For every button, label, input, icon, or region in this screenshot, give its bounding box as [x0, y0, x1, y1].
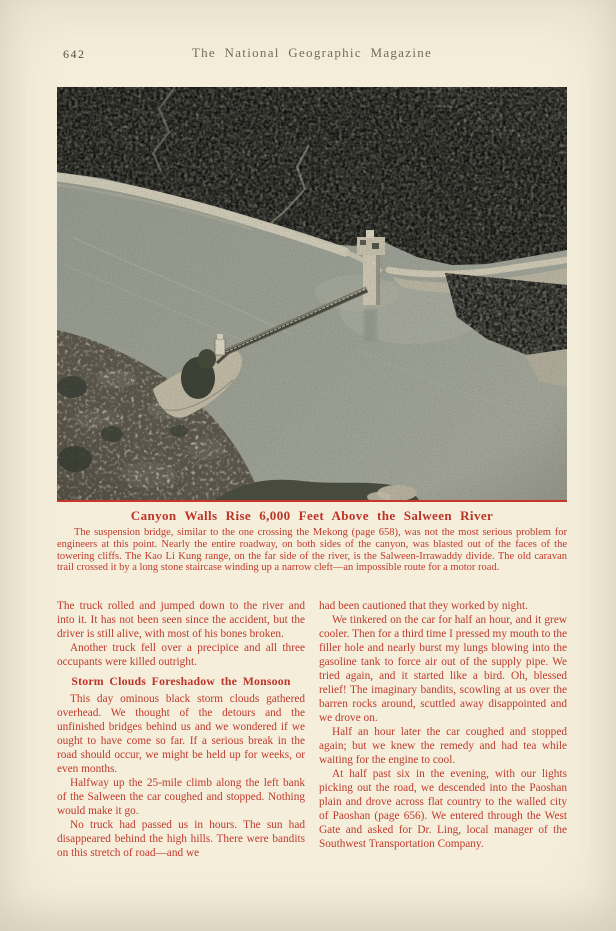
- paragraph: Halfway up the 25-mile climb along the left bank of the Salween the car coughed and stopped. Nothing would make it go.: [57, 777, 305, 817]
- paragraph: Another truck fell over a precipice and all three occupants were killed outright.: [57, 642, 305, 668]
- page-header: [57, 45, 567, 63]
- article-columns: [57, 599, 567, 860]
- section-heading: Storm Clouds Foreshadow the Monsoon: [71, 674, 291, 688]
- magazine-title: The National Geographic Magazine: [191, 45, 433, 60]
- caption-title: Canyon Walls Rise 6,000 Feet Above the Salween River: [130, 508, 494, 523]
- left-column-intro: [57, 599, 305, 669]
- photo-vignette: [57, 87, 567, 500]
- caption-text: The suspension bridge, similar to the one crossing the Mekong (page 658), was not the most serious problem for engineers at this point. Nearly the entire roadway, on both sides of the canyon, was blasted out of the faces of the towering cliffs. The Kao Li Kung range, on the far side of the river, is the Salween-Irrawaddy divide. The old caravan trail crossed it by a long stone staircase winding up a narrow cleft—an impossible route for a motor road.: [57, 527, 567, 574]
- paragraph: Half an hour later the car coughed and stopped again; but we knew the remedy and had tea while waiting for the engine to cool.: [319, 726, 567, 766]
- paragraph: We tinkered on the car for half an hour, and it grew cooler. Then for a third time I pressed my mouth to the filler hole and nearly burst my lungs blowing into the gasoline tank to force air out of the supply pipe. We tried again, and it started like a bird. Oh, blessed relief! The imaginary bandits, scowling at us over the barren rocks around, scuttled away disappointed and we drove on.: [319, 614, 567, 724]
- left-column-body: [57, 692, 305, 860]
- paragraph: The truck rolled and jumped down to the river and into it. It has not been seen since the accident, but the driver is still alive, with most of his bones broken.: [57, 600, 305, 640]
- right-column: [319, 599, 567, 860]
- left-column: [57, 599, 305, 860]
- salween-bridge-photo: [57, 87, 567, 500]
- photo-figure: [57, 87, 567, 502]
- paragraph: At half past six in the evening, with our lights picking out the road, we descended into the Paoshan plain and drove across flat country to the walled city of Paoshan (page 656). We entered through the West Gate and asked for Dr. Ling, local manager of the Southwest Transportation Company.: [319, 768, 567, 850]
- paragraph: This day ominous black storm clouds gathered overhead. We thought of the detours and the unfinished bridges behind us and we wondered if we ought to have come so far. If a serious break in the road should occur, we might be held up for weeks, or even months.: [57, 693, 305, 775]
- page-number: 642: [63, 47, 86, 61]
- paragraph: No truck had passed us in hours. The sun had disappeared behind the high hills. There were bandits on this stretch of road—and we: [57, 819, 305, 859]
- right-column-body: [319, 599, 567, 851]
- paragraph: had been cautioned that they worked by night.: [319, 600, 528, 612]
